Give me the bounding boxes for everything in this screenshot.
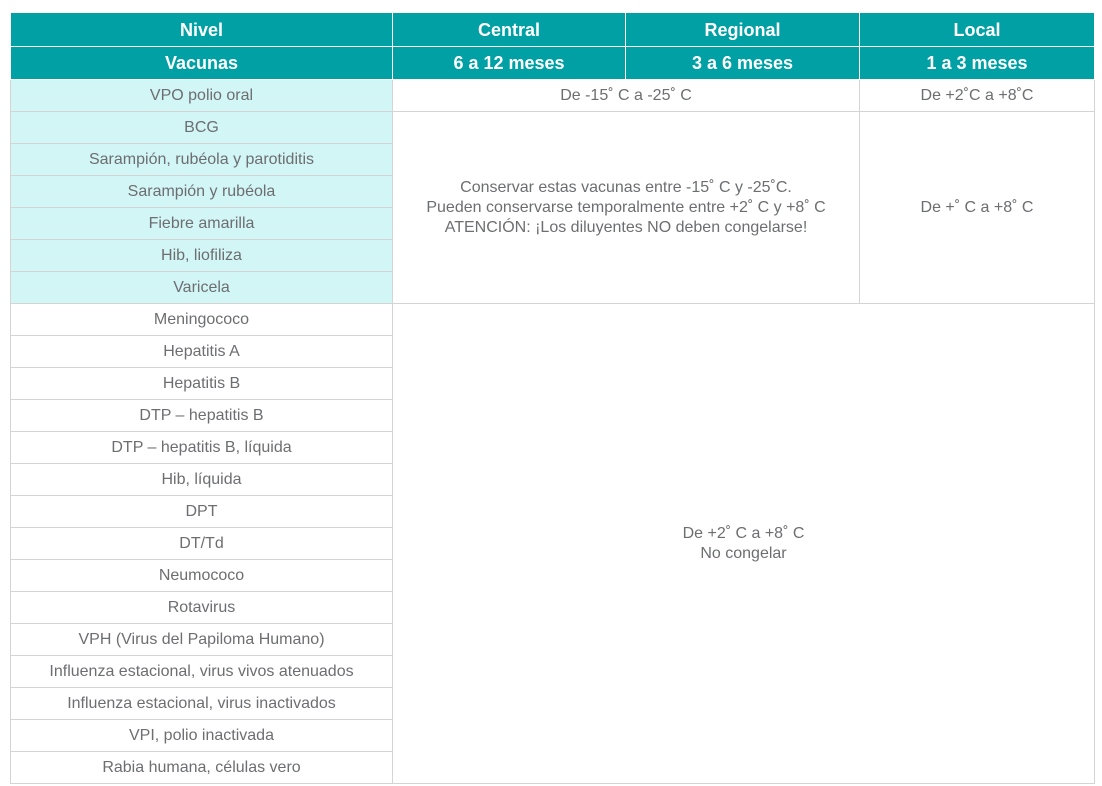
fridge-note-line: De +2˚ C a +8˚ C xyxy=(682,524,805,542)
vpo-central-regional-temp: De -15˚ C a -25˚ C xyxy=(393,80,860,112)
vaccine-name: Sarampión y rubéola xyxy=(11,176,393,208)
header-vacunas: Vacunas xyxy=(11,47,393,80)
vaccine-name: DTP – hepatitis B, líquida xyxy=(11,432,393,464)
vaccine-name: Neumococo xyxy=(11,560,393,592)
vaccine-name: VPI, polio inactivada xyxy=(11,720,393,752)
frozen-note-line: ATENCIÓN: ¡Los diluyentes NO deben congelarse! xyxy=(444,218,808,236)
header-local-duration: 1 a 3 meses xyxy=(860,47,1095,80)
vaccine-name: VPH (Virus del Papiloma Humano) xyxy=(11,624,393,656)
header-regional-duration: 3 a 6 meses xyxy=(626,47,860,80)
frozen-note-line: Conservar estas vacunas entre -15˚ C y -25˚C. xyxy=(460,178,792,196)
fridge-note-line: No congelar xyxy=(700,544,787,562)
vaccine-name: Hib, líquida xyxy=(11,464,393,496)
frozen-note-line: Pueden conservarse temporalmente entre +2˚ C y +8˚ C xyxy=(426,198,826,216)
vaccine-name: DTP – hepatitis B xyxy=(11,400,393,432)
table-row xyxy=(11,80,1095,112)
vaccine-name: Meningococo xyxy=(11,304,393,336)
table-row xyxy=(11,112,1095,144)
vaccine-name: Hepatitis B xyxy=(11,368,393,400)
vaccine-name: DT/Td xyxy=(11,528,393,560)
vaccine-name: Hib, liofiliza xyxy=(11,240,393,272)
header-row-level xyxy=(11,13,1095,47)
vpo-local-temp: De +2˚C a +8˚C xyxy=(860,80,1095,112)
frozen-group-note xyxy=(393,112,860,304)
vaccine-name: Hepatitis A xyxy=(11,336,393,368)
header-local: Local xyxy=(860,13,1095,47)
header-nivel: Nivel xyxy=(11,13,393,47)
vaccine-name: Rabia humana, células vero xyxy=(11,752,393,784)
vaccine-name: DPT xyxy=(11,496,393,528)
frozen-group-local-temp: De +˚ C a +8˚ C xyxy=(860,112,1095,304)
vaccine-name: Fiebre amarilla xyxy=(11,208,393,240)
vaccine-name-vpo: VPO polio oral xyxy=(11,80,393,112)
vaccine-name: Influenza estacional, virus inactivados xyxy=(11,688,393,720)
header-regional: Regional xyxy=(626,13,860,47)
vaccine-name: BCG xyxy=(11,112,393,144)
vaccine-storage-table xyxy=(10,12,1095,784)
vaccine-name: Sarampión, rubéola y parotiditis xyxy=(11,144,393,176)
header-central-duration: 6 a 12 meses xyxy=(393,47,626,80)
header-central: Central xyxy=(393,13,626,47)
vaccine-name: Rotavirus xyxy=(11,592,393,624)
vaccine-name: Varicela xyxy=(11,272,393,304)
table-row xyxy=(11,304,1095,336)
vaccine-name: Influenza estacional, virus vivos atenuados xyxy=(11,656,393,688)
header-row-duration xyxy=(11,47,1095,80)
fridge-group-note xyxy=(393,304,1095,784)
